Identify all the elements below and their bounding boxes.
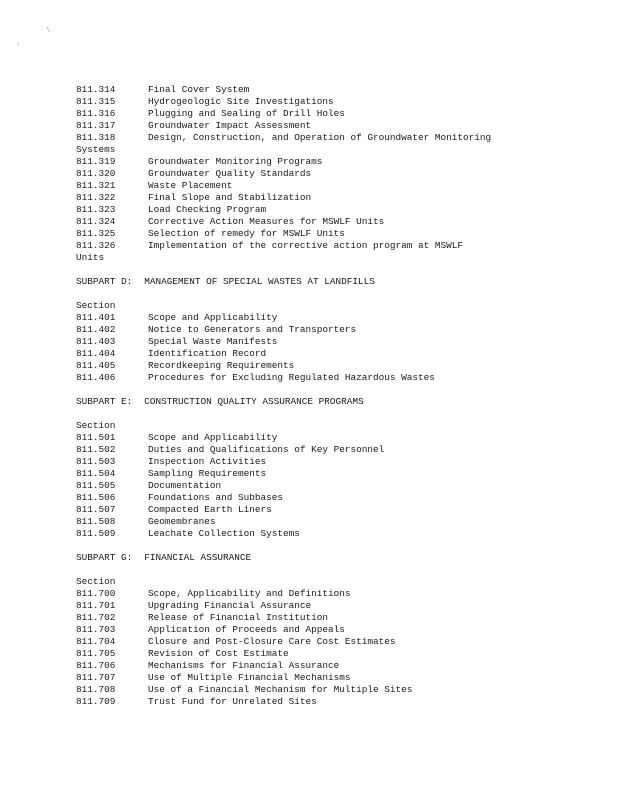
section-entry	[76, 108, 596, 120]
section-number: 811.702	[76, 612, 116, 623]
section-title: Groundwater Monitoring Programs	[148, 156, 323, 167]
section-number: 811.326	[76, 240, 116, 251]
subpart-g-heading: SUBPART G: FINANCIAL ASSURANCE	[76, 552, 252, 563]
section-entry	[76, 636, 596, 648]
section-number: 811.706	[76, 660, 116, 671]
section-entry	[76, 684, 596, 696]
section-number: 811.406	[76, 372, 116, 383]
section-title: Implementation of the corrective action program at MSWLF	[148, 240, 464, 251]
section-number: 811.504	[76, 468, 116, 479]
section-entry	[76, 168, 596, 180]
section-number: 811.318	[76, 132, 116, 143]
scan-mark: \	[46, 27, 51, 35]
section-number: 811.324	[76, 216, 116, 227]
section-title: Inspection Activities	[148, 456, 267, 467]
section-number: 811.321	[76, 180, 116, 191]
section-title: Scope and Applicability	[148, 312, 278, 323]
section-entry	[76, 660, 596, 672]
document-page	[76, 84, 596, 708]
scan-mark: '	[16, 43, 21, 51]
section-title: Design, Construction, and Operation of Groundwater Monitoring	[148, 132, 492, 143]
section-number: 811.403	[76, 336, 116, 347]
section-title: Documentation	[148, 480, 222, 491]
section-entry	[76, 204, 596, 216]
section-number: 811.506	[76, 492, 116, 503]
section-entry	[76, 504, 596, 516]
section-title: Revision of Cost Estimate	[148, 648, 289, 659]
subpart-d-list	[76, 312, 596, 384]
section-title: Groundwater Quality Standards	[148, 168, 312, 179]
section-entry	[76, 372, 596, 384]
section-number: 811.507	[76, 504, 116, 515]
section-number: 811.700	[76, 588, 116, 599]
section-title: Plugging and Sealing of Drill Holes	[148, 108, 345, 119]
section-title: Corrective Action Measures for MSWLF Units	[148, 216, 385, 227]
section-number: 811.325	[76, 228, 116, 239]
section-number: 811.701	[76, 600, 116, 611]
section-entry	[76, 120, 596, 132]
section-title: Procedures for Excluding Regulated Hazardous Wastes	[148, 372, 435, 383]
section-number: 811.405	[76, 360, 116, 371]
section-number: 811.703	[76, 624, 116, 635]
section-number: 811.404	[76, 348, 116, 359]
subpart-g-list	[76, 588, 596, 708]
section-number: 811.322	[76, 192, 116, 203]
section-entry	[76, 528, 596, 540]
subpart-e-list	[76, 432, 596, 540]
section-title: Leachate Collection Systems	[148, 528, 300, 539]
subpart-d-heading: SUBPART D: MANAGEMENT OF SPECIAL WASTES AT LANDFILLS	[76, 276, 375, 287]
section-title: Special Waste Manifests	[148, 336, 278, 347]
section-number: 811.401	[76, 312, 116, 323]
section-title: Identification Record	[148, 348, 267, 359]
section-title: Groundwater Impact Assessment	[148, 120, 312, 131]
section-title: Release of Financial Institution	[148, 612, 329, 623]
section-entry	[76, 180, 596, 192]
section-entry	[76, 612, 596, 624]
section-entry	[76, 432, 596, 444]
section-title: Foundations and Subbases	[148, 492, 284, 503]
subpart-e-heading: SUBPART E: CONSTRUCTION QUALITY ASSURANCE PROGRAMS	[76, 396, 364, 407]
section-number: 811.709	[76, 696, 116, 707]
section-title: Scope, Applicability and Definitions	[148, 588, 351, 599]
section-entry	[76, 216, 596, 228]
section-title: Use of a Financial Mechanism for Multiple Sites	[148, 684, 413, 695]
section-number: 811.707	[76, 672, 116, 683]
section-number: 811.708	[76, 684, 116, 695]
section-number: 811.402	[76, 324, 116, 335]
section-entry	[76, 156, 596, 168]
section-title: Duties and Qualifications of Key Personnel	[148, 444, 385, 455]
section-entry	[76, 84, 596, 96]
section-entry	[76, 468, 596, 480]
section-number: 811.314	[76, 84, 116, 95]
section-label: Section	[76, 576, 116, 587]
section-entry	[76, 360, 596, 372]
section-list-block-1	[76, 84, 596, 264]
section-entry	[76, 480, 596, 492]
section-number: 811.320	[76, 168, 116, 179]
section-title: Selection of remedy for MSWLF Units	[148, 228, 345, 239]
section-entry	[76, 648, 596, 660]
section-entry	[76, 624, 596, 636]
section-entry	[76, 240, 596, 252]
section-title: Scope and Applicability	[148, 432, 278, 443]
section-number: 811.323	[76, 204, 116, 215]
section-entry	[76, 324, 596, 336]
section-number: 811.319	[76, 156, 116, 167]
section-number: 811.704	[76, 636, 116, 647]
section-entry	[76, 588, 596, 600]
section-title: Notice to Generators and Transporters	[148, 324, 357, 335]
section-title: Geomembranes	[148, 516, 216, 527]
section-title: Sampling Requirements	[148, 468, 267, 479]
section-number: 811.501	[76, 432, 116, 443]
section-entry	[76, 696, 596, 708]
section-label: Section	[76, 420, 116, 431]
section-title: Waste Placement	[148, 180, 233, 191]
section-title: Upgrading Financial Assurance	[148, 600, 312, 611]
section-number: 811.705	[76, 648, 116, 659]
section-title: Final Slope and Stabilization	[148, 192, 312, 203]
section-number: 811.503	[76, 456, 116, 467]
section-entry	[76, 312, 596, 324]
section-number: 811.502	[76, 444, 116, 455]
section-number: 811.505	[76, 480, 116, 491]
section-title: Closure and Post-Closure Care Cost Estimates	[148, 636, 396, 647]
section-entry	[76, 132, 596, 144]
section-entry	[76, 336, 596, 348]
section-entry	[76, 516, 596, 528]
section-entry	[76, 492, 596, 504]
section-entry	[76, 228, 596, 240]
section-title: Recordkeeping Requirements	[148, 360, 295, 371]
section-title: Trust Fund for Unrelated Sites	[148, 696, 317, 707]
section-number: 811.316	[76, 108, 116, 119]
section-label: Section	[76, 300, 116, 311]
section-title: Final Cover System	[148, 84, 250, 95]
section-number: 811.509	[76, 528, 116, 539]
section-title: Hydrogeologic Site Investigations	[148, 96, 334, 107]
section-entry	[76, 600, 596, 612]
section-number: 811.315	[76, 96, 116, 107]
section-title: Compacted Earth Liners	[148, 504, 272, 515]
section-title: Load Checking Program	[148, 204, 267, 215]
section-entry	[76, 348, 596, 360]
section-title: Use of Multiple Financial Mechanisms	[148, 672, 351, 683]
section-title-continuation: Units	[76, 252, 105, 263]
section-title: Mechanisms for Financial Assurance	[148, 660, 340, 671]
section-title-continuation: Systems	[76, 144, 116, 155]
section-entry	[76, 192, 596, 204]
section-entry	[76, 96, 596, 108]
section-entry	[76, 672, 596, 684]
section-entry	[76, 444, 596, 456]
section-title: Application of Proceeds and Appeals	[148, 624, 345, 635]
section-entry	[76, 456, 596, 468]
section-number: 811.317	[76, 120, 116, 131]
section-number: 811.508	[76, 516, 116, 527]
